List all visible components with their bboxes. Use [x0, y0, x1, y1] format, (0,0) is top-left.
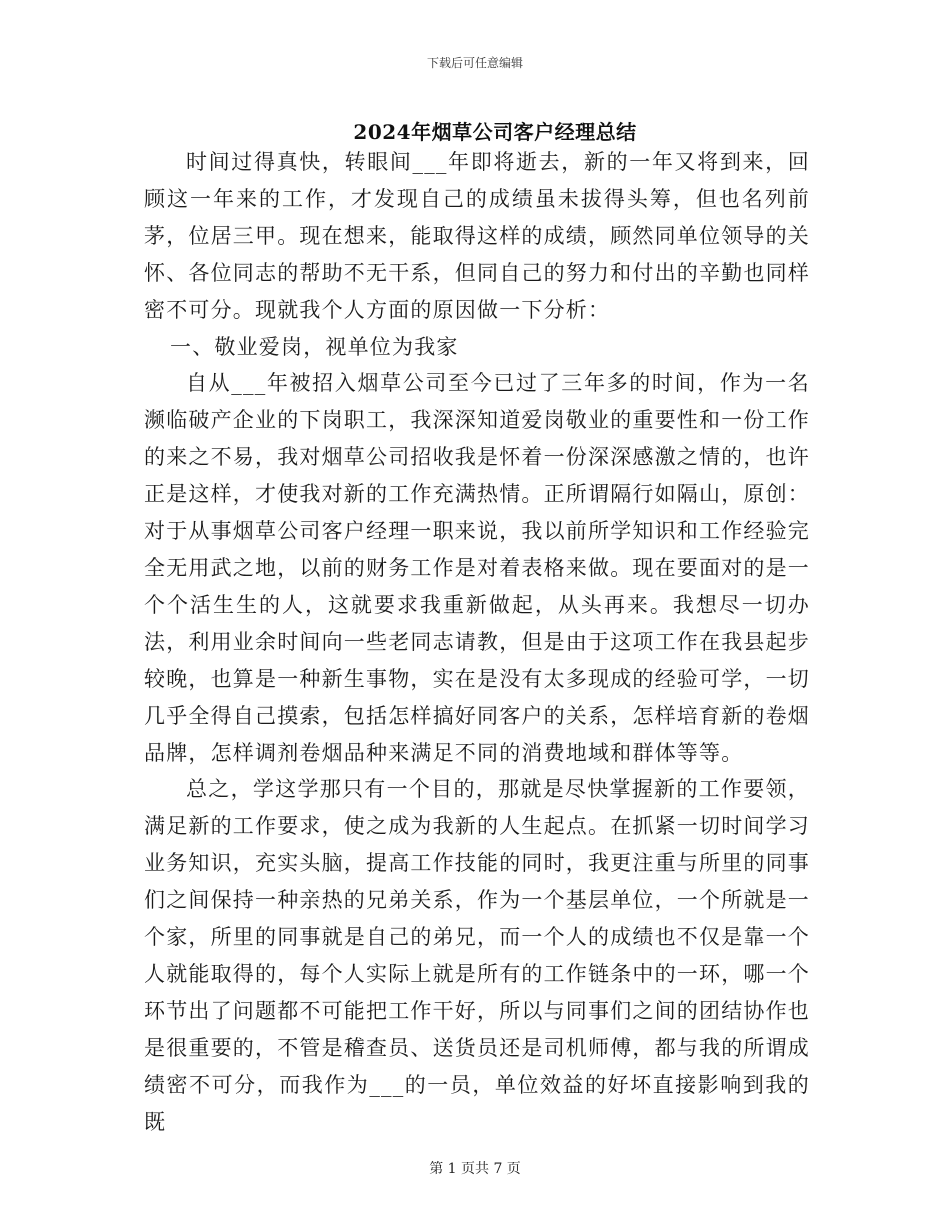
paragraph-summary: 总之，学这学那只有一个目的，那就是尽快掌握新的工作要领，满足新的工作要求，使之成为我新的人生起点。在抓紧一切时间学习业务知识，充实头脑，提高工作技能的同时，我更注重与所里的同事们之间保持一种亲热的兄弟关系，作为一个基层单位，一个所就是一个家，所里的同事就是自己的弟兄，而一个人的成绩也不仅是靠一个人就能取得的，每个人实际上就是所有的工作链条中的一环，哪一个环节出了问题都不可能把工作干好，所以与同事们之间的团结协作也是很重要的，不管是稽查员、送货员还是司机师傅，都与我的所谓成绩密不可分，而我作为___的一员，单位效益的好坏直接影响到我的既 — [144, 777, 810, 1134]
document-body — [144, 144, 810, 1140]
document-title: 2024年烟草公司客户经理总结 — [353, 120, 637, 144]
paragraph-section-1: 自从___年被招入烟草公司至今已过了三年多的时间，作为一名濒临破产企业的下岗职工，我深深知道爱岗敬业的重要性和一份工作的来之不易，我对烟草公司招收我是怀着一份深深感激之情的，也许正是这样，才使我对新的工作充满热情。正所谓隔行如隔山，原创：对于从事烟草公司客户经理一职来说，我以前所学知识和工作经验完全无用武之地，以前的财务工作是对着表格来做。现在要面对的是一个个活生生的人，这就要求我重新做起，从头再来。我想尽一切办法，利用业余时间向一些老同志请教，但是由于这项工作在我县起步较晚，也算是一种新生事物，实在是没有太多现成的经验可学，一切几乎全得自己摸索，包括怎样搞好同客户的关系，怎样培育新的卷烟品牌，怎样调剂卷烟品种来满足不同的消费地域和群体等等。 — [144, 371, 810, 765]
header-note: 下载后可任意编辑 — [426, 56, 523, 70]
page-number-footer: 第 1 页共 7 页 — [429, 1161, 521, 1177]
section-heading-1: 一、敬业爱岗，视单位为我家 — [170, 334, 459, 359]
paragraph-intro: 时间过得真快，转眼间___年即将逝去，新的一年又将到来，回顾这一年来的工作，才发现自己的成绩虽未拔得头筹，但也名列前茅，位居三甲。现在想来，能取得这样的成绩，顾然同单位领导的关怀、各位同志的帮助不无干系，但同自己的努力和付出的辛勤也同样密不可分。现就我个人方面的原因做一下分析： — [144, 150, 810, 322]
